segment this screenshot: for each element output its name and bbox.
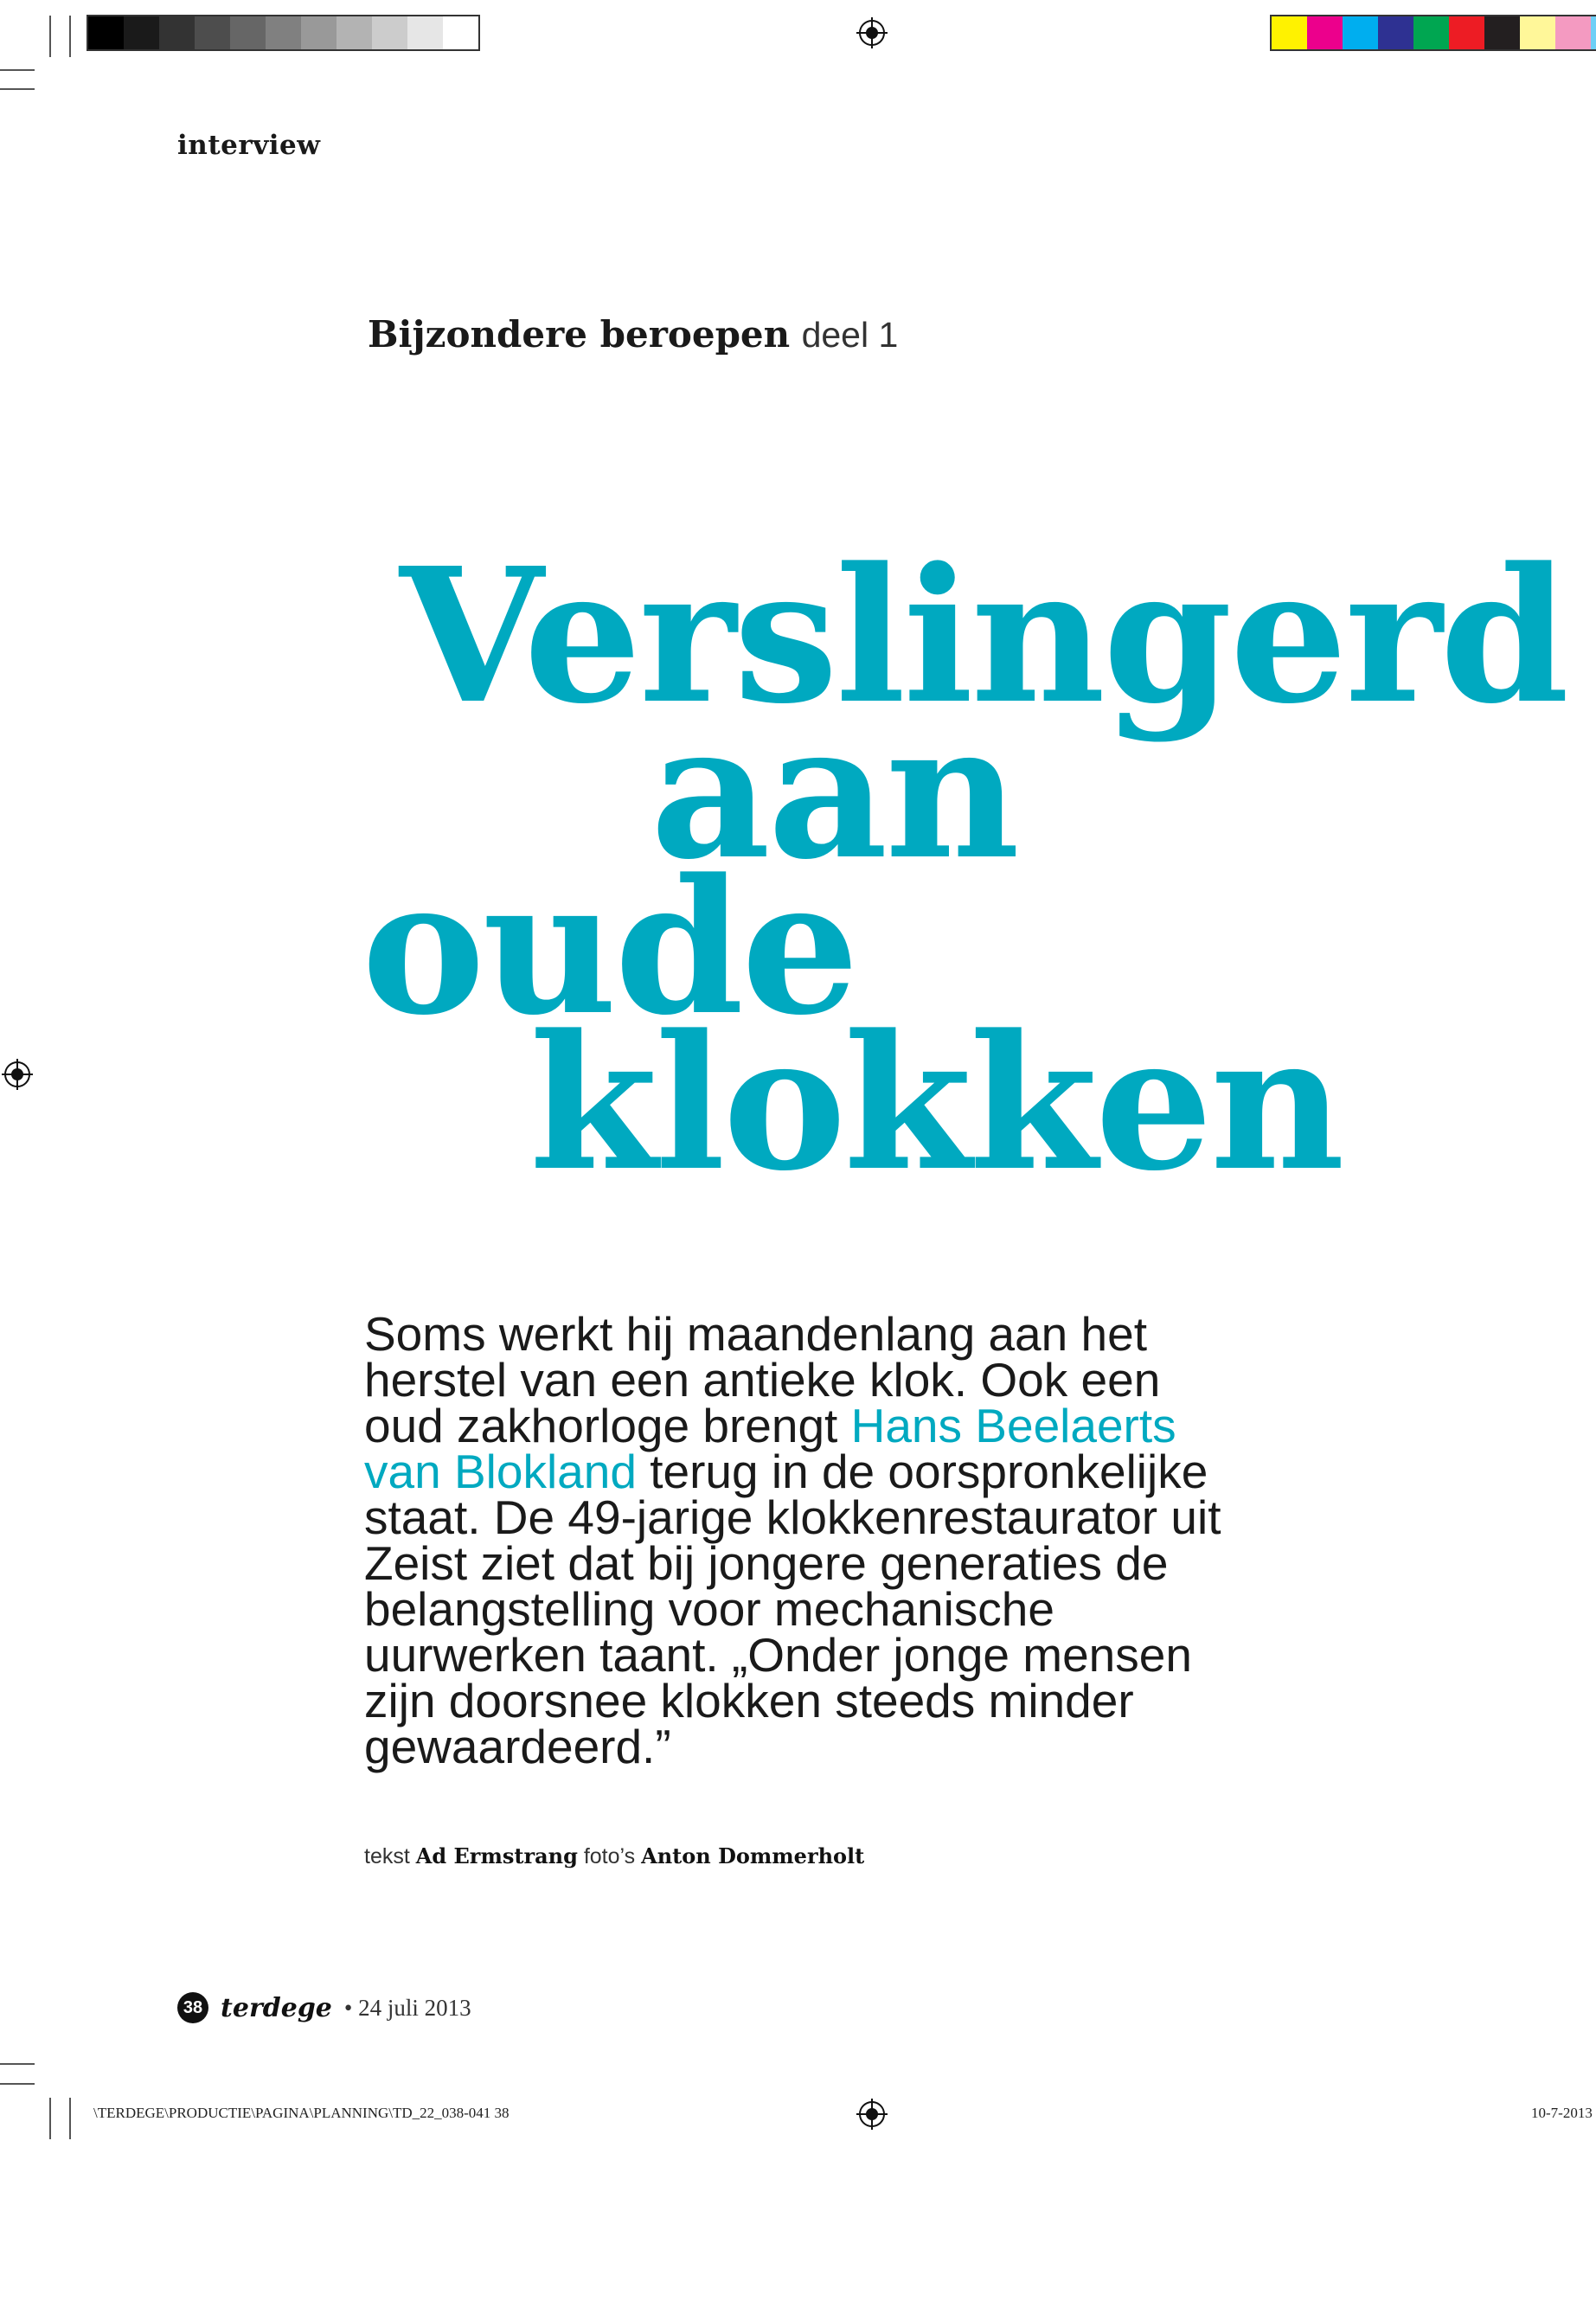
crop-mark xyxy=(49,2098,51,2139)
color-swatch xyxy=(1449,16,1484,49)
color-swatch xyxy=(1378,16,1413,49)
lead-paragraph xyxy=(364,1307,1229,1773)
author-name: Ad Ermstrang xyxy=(415,1843,578,1868)
crop-mark xyxy=(0,88,35,90)
gray-swatch xyxy=(407,16,443,49)
grayscale-bar xyxy=(87,15,480,51)
folio-separator: • xyxy=(343,1994,353,2021)
color-swatch xyxy=(1413,16,1449,49)
crop-mark xyxy=(0,69,35,71)
crop-mark xyxy=(0,2063,35,2065)
process-color-bar xyxy=(1270,15,1596,51)
lead-text: Soms werkt hij maandenlang aan het herstel van een antieke klok. Ook een oud zakhorloge brengt xyxy=(364,1307,1161,1452)
registration-mark-left xyxy=(2,1059,33,1090)
color-swatch xyxy=(1591,16,1596,49)
crop-mark xyxy=(69,2098,71,2139)
headline-line-2: aan xyxy=(651,683,1017,901)
gray-swatch xyxy=(195,16,230,49)
gray-swatch xyxy=(124,16,159,49)
gray-swatch xyxy=(88,16,124,49)
print-slug-date: 10-7-2013 xyxy=(1531,2105,1593,2121)
print-slug-path: \TERDEGE\PRODUCTIE\PAGINA\PLANNING\TD_22_038-041 38 xyxy=(93,2105,510,2121)
gray-swatch xyxy=(337,16,372,49)
color-swatch xyxy=(1555,16,1591,49)
photographer-name: Anton Dommerholt xyxy=(641,1843,865,1868)
gray-swatch xyxy=(266,16,301,49)
issue-date: 24 juli 2013 xyxy=(358,1994,471,2021)
magazine-logo: terdege xyxy=(221,1992,332,2023)
lead-text: terug in de oorspronkelijke staat. De 49-jarige klokkenrestaurator uit Zeist ziet dat bij jongere generaties de belangstelling voor mechanische uurwerken taant. „Onder jonge mensen zijn doorsnee klokken steeds minder gewaardeerd.” xyxy=(364,1445,1221,1773)
section-label: interview xyxy=(177,130,321,161)
lead-subject-name: Hans Beelaerts van Blokland xyxy=(364,1399,1176,1498)
color-swatch xyxy=(1272,16,1307,49)
gray-swatch xyxy=(301,16,337,49)
series-part: deel 1 xyxy=(801,315,899,355)
registration-mark-top xyxy=(856,17,888,48)
page-folio xyxy=(177,1992,471,2023)
text-credit-label: tekst xyxy=(364,1844,410,1868)
registration-mark-bottom xyxy=(856,2099,888,2130)
gray-swatch xyxy=(443,16,478,49)
headline-line-1: Verslingerd xyxy=(400,528,1567,745)
crop-mark xyxy=(49,16,51,57)
crop-mark xyxy=(69,16,71,57)
headline-line-4: klokken xyxy=(529,995,1343,1212)
photo-credit-label: foto’s xyxy=(583,1844,636,1868)
byline xyxy=(364,1843,864,1869)
gray-swatch xyxy=(159,16,195,49)
gray-swatch xyxy=(372,16,407,49)
color-swatch xyxy=(1484,16,1520,49)
page-number: 38 xyxy=(177,1992,208,2023)
color-swatch xyxy=(1343,16,1378,49)
series-name: Bijzondere beroepen xyxy=(368,313,791,356)
color-swatch xyxy=(1307,16,1343,49)
color-swatch xyxy=(1520,16,1555,49)
gray-swatch xyxy=(230,16,266,49)
headline-line-3: oude xyxy=(362,839,857,1056)
series-kicker xyxy=(368,313,898,356)
crop-mark xyxy=(0,2083,35,2085)
